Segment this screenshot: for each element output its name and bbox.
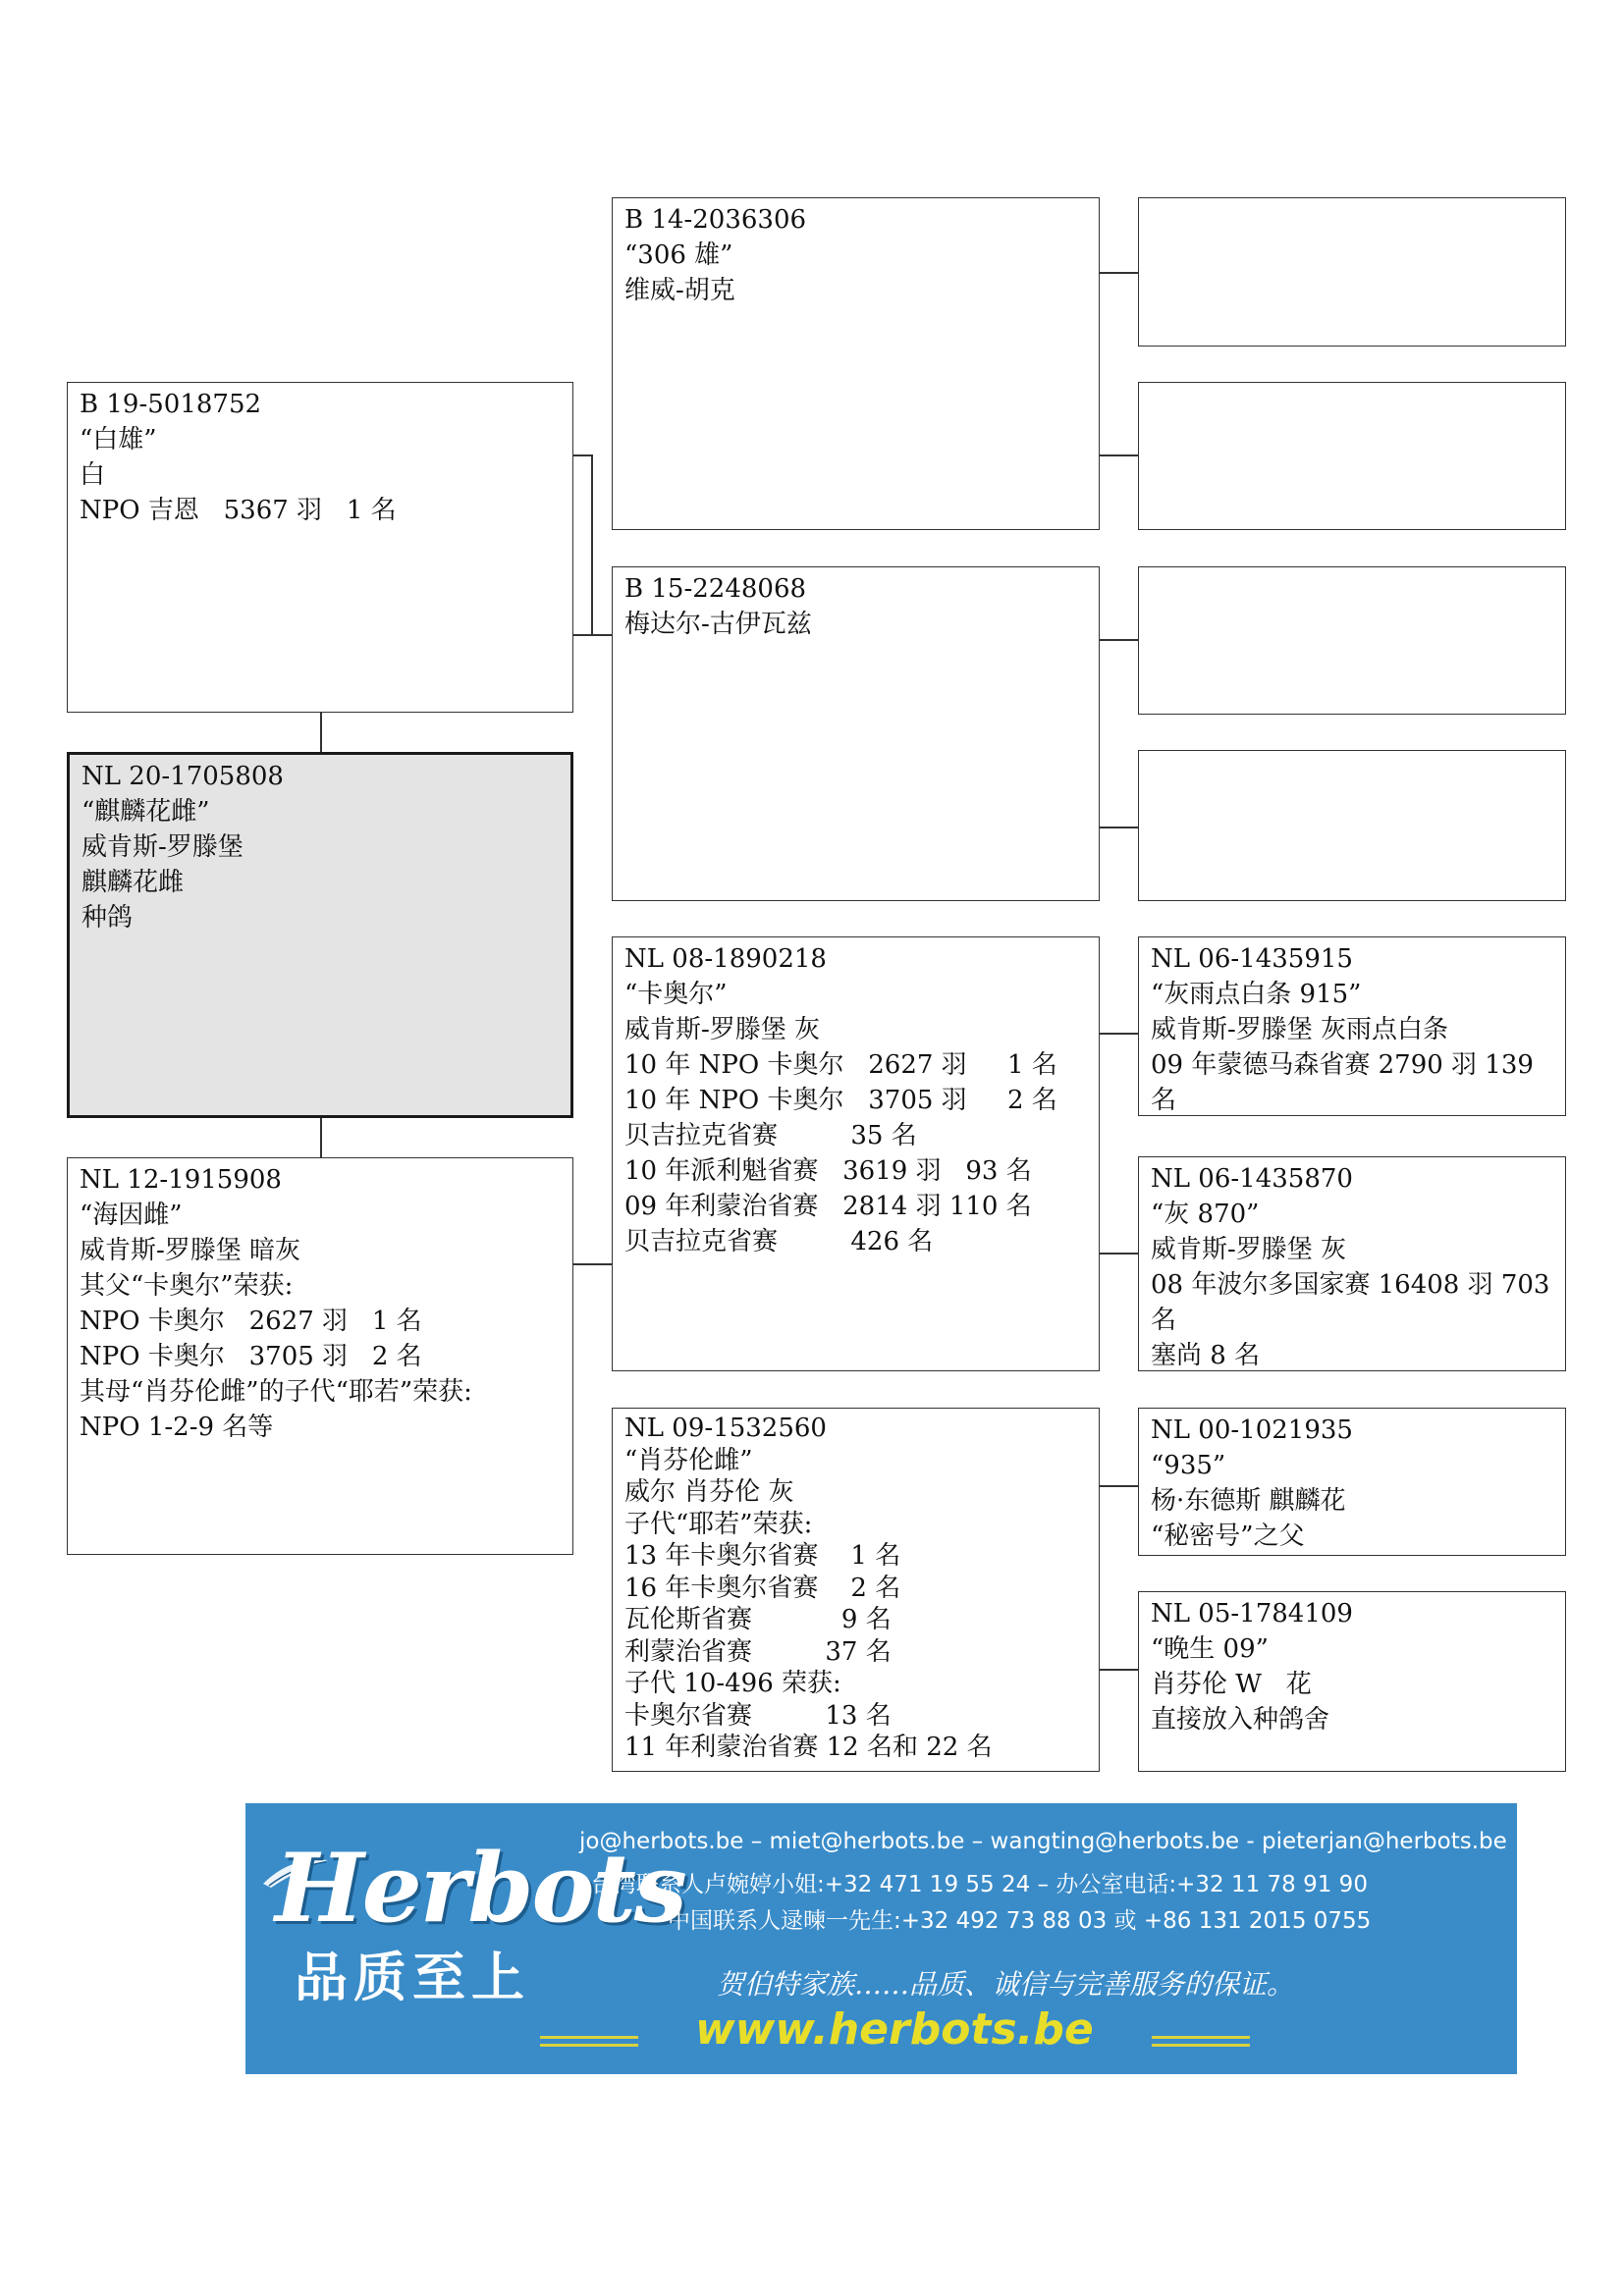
connector-dd-b (1099, 1669, 1138, 1671)
connector-sire-gen3 (572, 634, 612, 636)
dd-sire-box: NL 00-1021935 “935” 杨·东德斯 麒麟花 “秘密号”之父 (1138, 1408, 1566, 1556)
connector-ds-b (1099, 1253, 1138, 1255)
connector-sd-a (1099, 639, 1138, 641)
motto: 贺伯特家族……品质、诚信与完善服务的保证。 (717, 1968, 1295, 2001)
decorative-line-right-2 (1152, 2044, 1250, 2047)
taiwan-contact: 台湾联系人卢婉婷小姐:+32 471 19 55 24 – 办公室电话:+32 11 78 91 90 (591, 1872, 1368, 1897)
website-link[interactable]: www.herbots.be (695, 2004, 1094, 2055)
decorative-line-right (1152, 2036, 1250, 2039)
email-contacts[interactable]: jo@herbots.be – miet@herbots.be – wangting@herbots.be - pieterjan@herbots.be (579, 1829, 1507, 1854)
ds-sire-box: NL 06-1435915 “灰雨点白条 915” 威肯斯-罗滕堡 灰雨点白条 09 年蒙德马森省赛 2790 羽 139 名 (1138, 936, 1566, 1116)
dam-sire-box: NL 08-1890218 “卡奥尔” 威肯斯-罗滕堡 灰 10 年 NPO 卡奥尔 2627 羽 1 名 10 年 NPO 卡奥尔 3705 羽 2 名 贝吉拉克省赛 35 名 10 年派利魁省赛 3619 羽 93 名 09 年利蒙治省赛 2814 羽 110 名 贝吉拉克省赛 426 名 (612, 936, 1100, 1371)
dam-box: NL 12-1915908 “海因雌” 威肯斯-罗滕堡 暗灰 其父“卡奥尔”荣获: NPO 卡奥尔 2627 羽 1 名 NPO 卡奥尔 3705 羽 2 名 其母“肖芬伦雌”的子代“耶若”荣获: NPO 1-2-9 名等 (67, 1157, 573, 1555)
decorative-line-left-2 (540, 2044, 638, 2047)
dd-dam-box: NL 05-1784109 “晚生 09” 肖芬伦 W 花 直接放入种鸽舍 (1138, 1591, 1566, 1772)
herbots-logo: Herbots (275, 1833, 685, 1944)
ds-dam-box: NL 06-1435870 “灰 870” 威肯斯-罗滕堡 灰 08 年波尔多国家赛 16408 羽 703 名 塞尚 8 名 (1138, 1156, 1566, 1371)
ss-dam-box (1138, 382, 1566, 530)
sd-dam-box (1138, 750, 1566, 901)
sd-sire-box (1138, 566, 1566, 715)
herbots-banner (245, 1803, 1517, 2074)
subject-box: NL 20-1705808 “麒麟花雌” 威肯斯-罗滕堡 麒麟花雌 种鸽 (67, 752, 573, 1118)
decorative-line-left (540, 2036, 638, 2039)
tagline: 品质至上 (295, 1947, 530, 2008)
connector-sire-fork (591, 454, 593, 635)
ss-sire-box (1138, 197, 1566, 347)
sire-sire-box: B 14-2036306 “306 雄” 维威-胡克 (612, 197, 1100, 530)
connector-sd-b (1099, 827, 1138, 828)
connector-subject-dam (320, 1118, 322, 1157)
connector-dd-a (1099, 1485, 1138, 1487)
connector-ds-a (1099, 1033, 1138, 1035)
connector-ss-a (1099, 272, 1138, 274)
china-contact: 中国联系人逯暕一先生:+32 492 73 88 03 或 +86 131 2015 0755 (668, 1908, 1372, 1934)
sire-dam-box: B 15-2248068 梅达尔-古伊瓦兹 (612, 566, 1100, 901)
sire-box: B 19-5018752 “白雄” 白 NPO 吉恩 5367 羽 1 名 (67, 382, 573, 713)
connector-ss-b (1099, 454, 1138, 456)
connector-dam-right (572, 1263, 612, 1265)
connector-sire-right (572, 454, 592, 456)
dam-dam-box: NL 09-1532560 “肖芬伦雌” 威尔 肖芬伦 灰 子代“耶若”荣获: 13 年卡奥尔省赛 1 名 16 年卡奥尔省赛 2 名 瓦伦斯省赛 9 名 利蒙治省赛 37 名 子代 10-496 荣获: 卡奥尔省赛 13 名 11 年利蒙治省赛 12 名和 22 名 (612, 1408, 1100, 1772)
connector-sire-subject (320, 713, 322, 752)
